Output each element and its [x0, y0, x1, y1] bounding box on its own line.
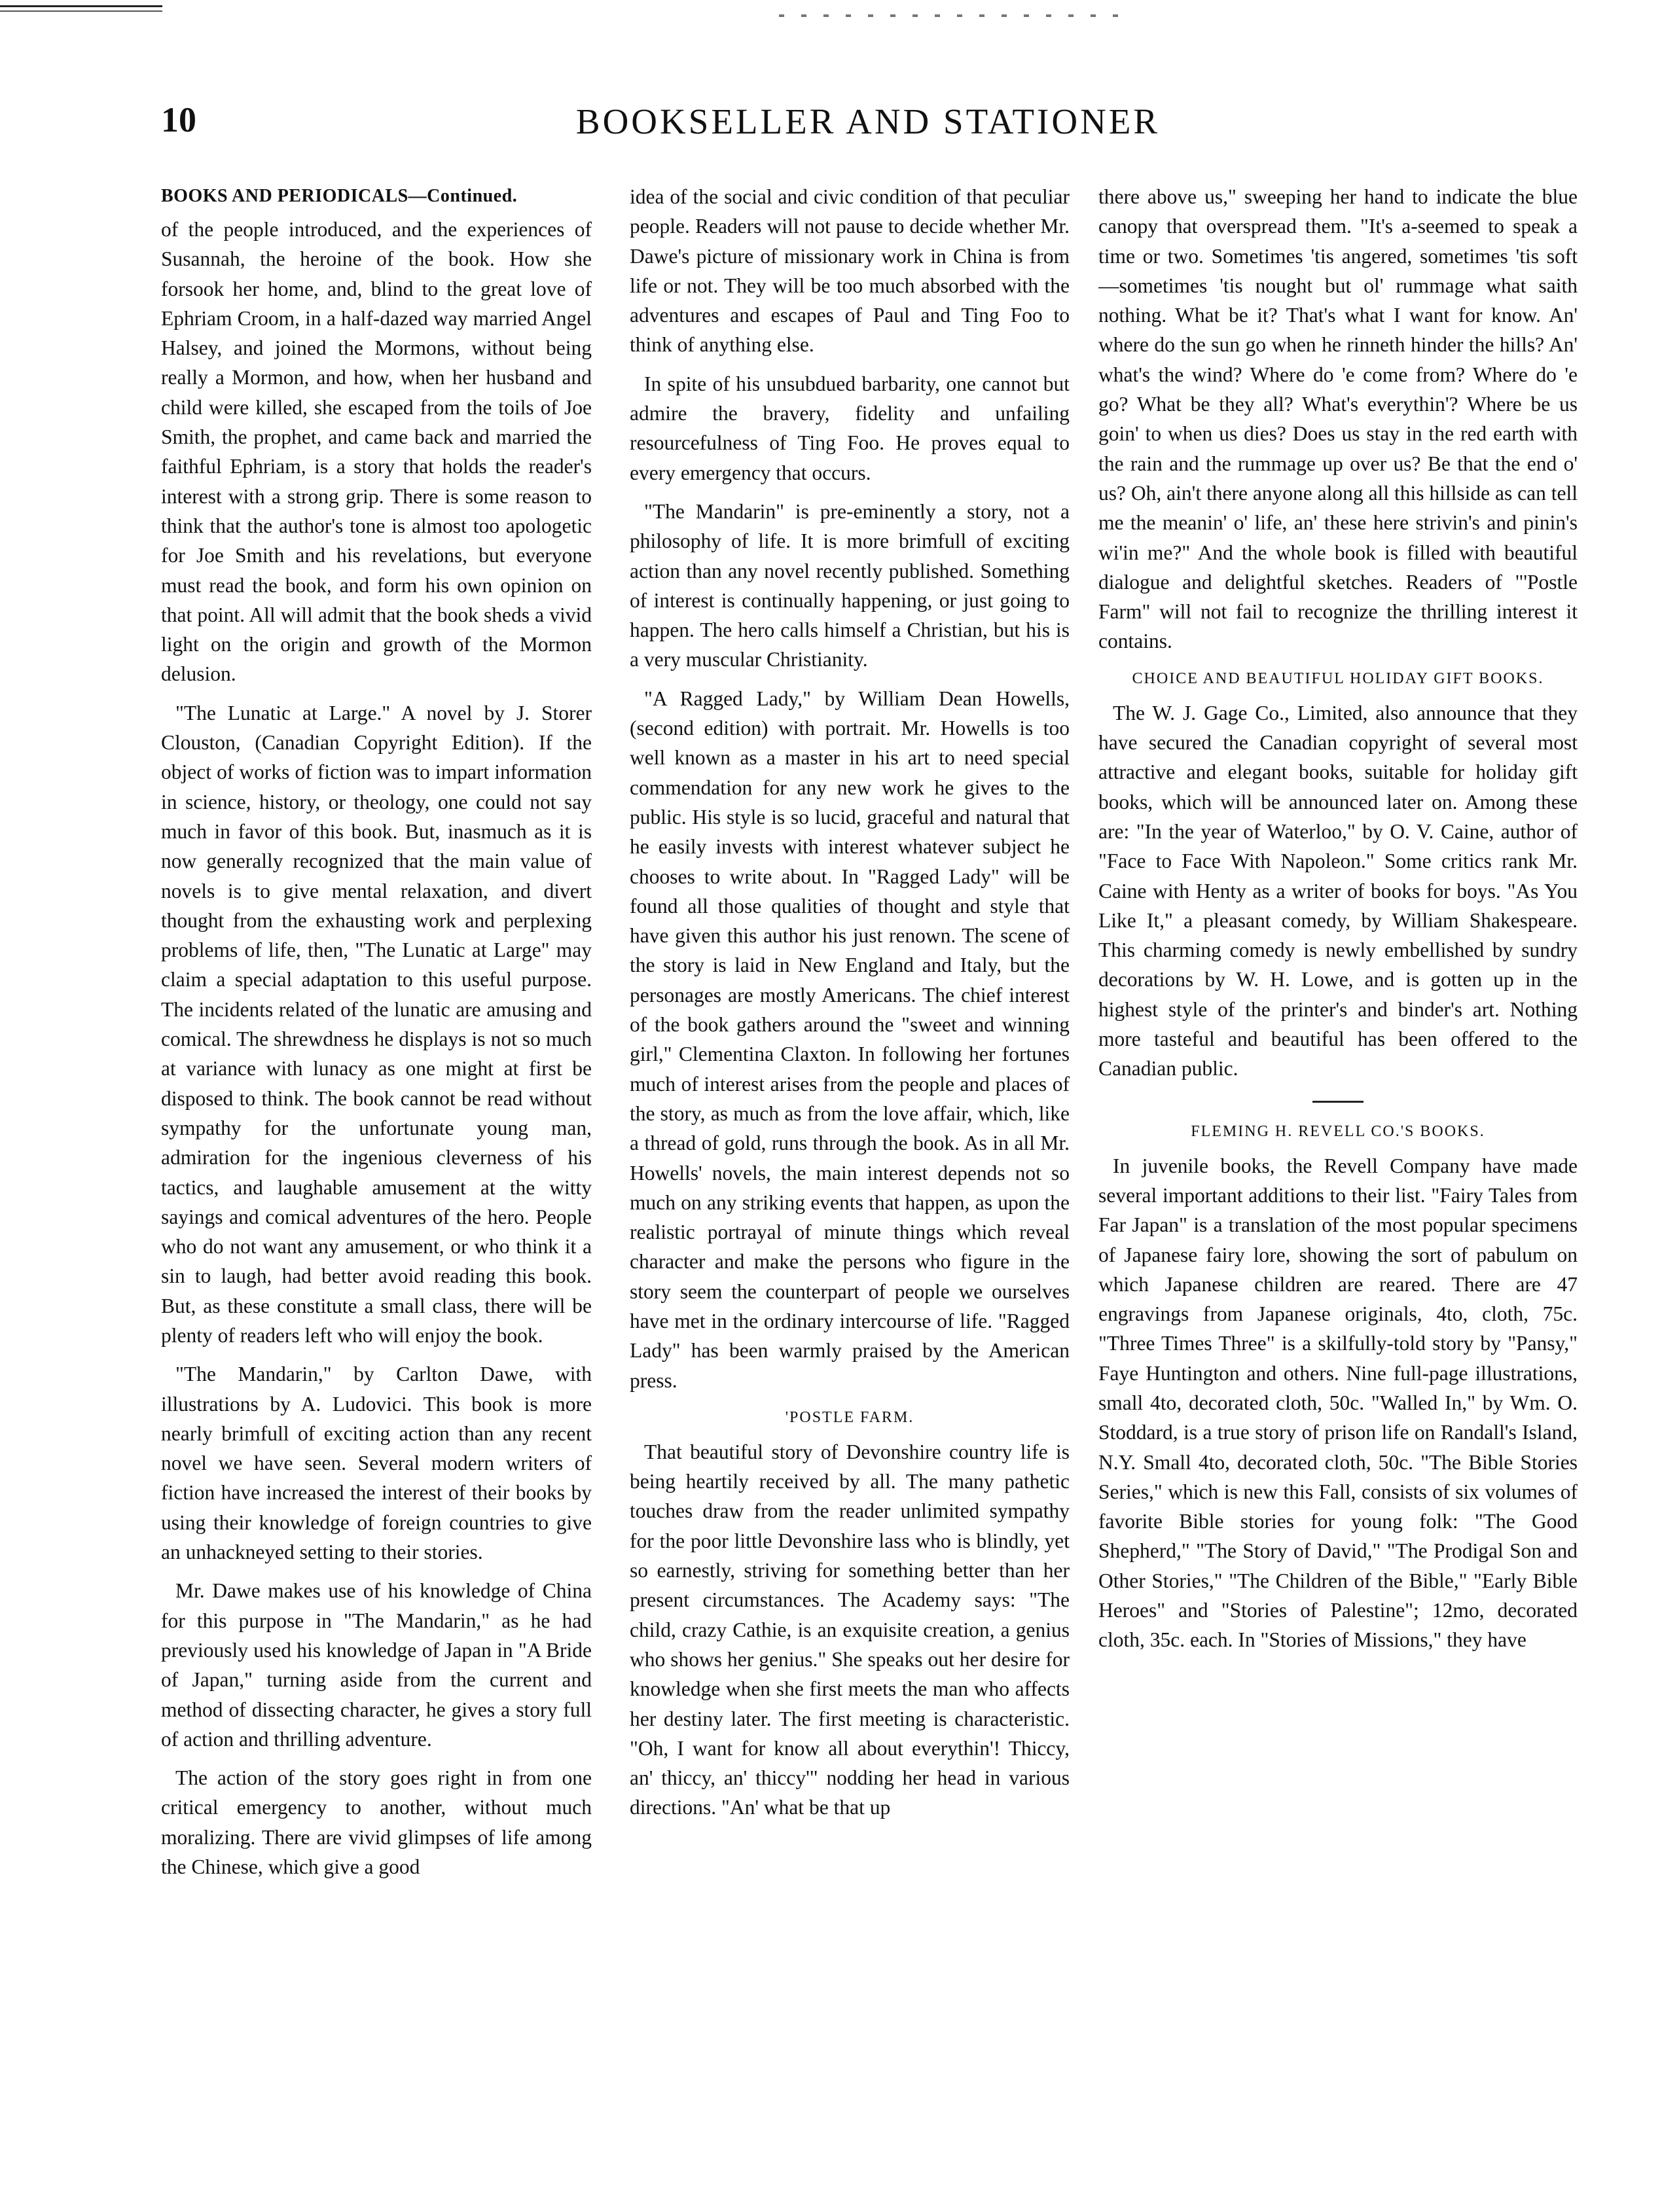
column-1 [161, 182, 592, 2185]
section-divider [1312, 1101, 1364, 1103]
paragraph: "The Lunatic at Large." A novel by J. Storer Clouston, (Canadian Copyright Edition). If the object of works of fiction was to impart information in science, history, or theology, one could not say much in favor of this book. But, inasmuch as it is now generally recognized that the main value of novels is to give mental relaxation, and divert thought from the exhausting work and perplexing problems of life, then, "The Lunatic at Large" may claim a special adaptation to this useful purpose. The incidents related of the lunatic are amusing and comical. The shrewdness he displays is not so much at variance with lunacy as one might at first be disposed to think. The book cannot be read without sympathy for the unfortunate young man, admiration for the ingenious cleverness of his tactics, and laughable amusement at the witty sayings and comical adventures of the hero. People who do not want any amusement, or who think it a sin to laugh, had better avoid reading this book. But, as these constitute a small class, there will be plenty of readers left who will enjoy the book. [161, 701, 592, 1347]
paragraph: there above us," sweeping her hand to indicate the blue canopy that overspread them. "It's a-seemed to speak a time or two. Sometimes 'tis angered, sometimes 'tis soft—sometimes 'tis nought but ol' rummage what saith nothing. What be it? That's what I want for know. An' where do the sun go when he rinneth hinder the hills? An' what's the wind? Where do 'e come from? Where do 'e go? What be they all? What's everythin'? Where be us goin' to when us dies? Does us stay in the red earth with the rain and the rummage up over us? Be that the end o' us? Oh, ain't there anyone along all this hillside as can tell me the meanin' o' life, an' these here strivin's and pinin's wi'in me?" And the whole book is filled with beautiful dialogue and delightful sketches. Readers of "'Postle Farm" will not fail to recognize the thrilling interest it contains. [1098, 185, 1578, 653]
page-number: 10 [161, 100, 196, 139]
paragraph: In juvenile books, the Revell Company have made several important additions to their list. "Fairy Tales from Far Japan" is a translation of the most popular specimens of Japanese fairy lore, showing the sort of pabulum on which Japanese children are reared. There are 47 engravings from Japanese originals, 4to, cloth, 75c. "Three Times Three" is a skilfully-told story by "Pansy," Faye Huntington and others. Nine full-page illustrations, small 4to, decorated cloth, 50c. "Walled In," by Wm. O. Stoddard, is a true story of prison life on Randall's Island, N.Y. Small 4to, decorated cloth, 50c. "The Bible Stories Series," which is new this Fall, consists of six volumes of favorite Bible stories for young folk: "The Good Shepherd," "The Story of David," "The Prodigal Son and Other Stories," "The Children of the Bible," "Early Bible Heroes" and "Stories of Palestine"; 12mo, decorated cloth, 35c. each. In "Stories of Missions," they have [1098, 1154, 1578, 1652]
paragraph: idea of the social and civic condition of that peculiar people. Readers will not pause to decide whether Mr. Dawe's picture of missionary work in China is from life or not. They will be too much absorbed with the adventures and escapes of Paul and Ting Foo to think of anything else. [630, 185, 1070, 357]
subheading-postle-farm: 'POSTLE FARM. [785, 1408, 914, 1426]
paragraph: "A Ragged Lady," by William Dean Howells, (second edition) with portrait. Mr. Howells is too well known as a master in his art to need special commendation for any new work he gives to the public. His style is so lucid, graceful and natural that he easily invests with interest whatever subject he chooses to write about. In "Ragged Lady" will be found all those qualities of thought and style that have given this author his just renown. The scene of the story is laid in New England and Italy, but the personages are mostly Americans. The chief interest of the book gathers around the "sweet and winning girl," Clementina Claxton. In following her fortunes much of interest arises from the people and places of the story, as much as from the love affair, which, like a thread of gold, runs through the book. As in all Mr. Howells' novels, the main interest depends not so much on any striking events that happen, as upon the realistic portrayal of minute things which reveal character and make the persons who figure in the story seem the counterpart of people we ourselves have met in the ordinary intercourse of life. "Ragged Lady" has been warmly praised by the American press. [630, 687, 1070, 1392]
subheading-holiday-gift-books: CHOICE AND BEAUTIFUL HOLIDAY GIFT BOOKS. [1132, 669, 1544, 687]
paragraph: The W. J. Gage Co., Limited, also announce that they have secured the Canadian copyright of several most attractive and elegant books, suitable for holiday gift books, which will be announced later on. Among these are: "In the year of Waterloo," by O. V. Caine, author of "Face to Face With Napoleon." Some critics rank Mr. Caine with Henty as a writer of books for boys. "As You Like It," a pleasant comedy, by William Shakespeare. This charming comedy is newly embellished by sundry decorations by W. H. Lowe, and is gotten up in the highest style of the printer's and binder's art. Nothing more tasteful and beautiful has been offered to the Canadian public. [1098, 701, 1578, 1080]
paragraph: That beautiful story of Devonshire country life is being heartily received by all. The many pathetic touches draw from the reader unlimited sympathy for the poor little Devonshire lass who is blindly, yet so earnestly, striving for something better than her present circumstances. The Academy says: "The child, crazy Cathie, is an exquisite creation, a genius who shows her genius." She speaks out her desire for knowledge when she first meets the man who affects her destiny later. The first meeting is characteristic. "Oh, I want for know all about everythin'! Thiccy, an' thiccy, an' thiccy'" nodding her head in various directions. "An' what be that up [630, 1440, 1070, 1819]
subheading-revell-books: FLEMING H. REVELL CO.'S BOOKS. [1191, 1122, 1485, 1140]
paragraph: In spite of his unsubdued barbarity, one cannot but admire the bravery, fidelity and unfailing resourcefulness of Ting Foo. He proves equal to every emergency that occurs. [630, 372, 1070, 484]
running-title: BOOKSELLER AND STATIONER [575, 101, 1161, 141]
top-rule [0, 5, 162, 7]
top-print-specks [779, 14, 1119, 17]
paragraph: Mr. Dawe makes use of his knowledge of China for this purpose in "The Mandarin," as he had previously used his knowledge of Japan in "A Bride of Japan," turning aside from the current and method of dissecting character, he gives a story full of action and thrilling adventure. [161, 1579, 592, 1751]
top-rule-thin [0, 10, 162, 12]
paragraph: The action of the story goes right in from one critical emergency to another, without much moralizing. There are vivid glimpses of life among the Chinese, which give a good [161, 1766, 592, 1879]
paragraph: of the people introduced, and the experiences of Susannah, the heroine of the book. How she forsook her home, and, blind to the great love of Ephriam Croom, in a half-dazed way married Angel Halsey, and joined the Mormons, without being really a Mormon, and how, when her husband and child were killed, she escaped from the toils of Joe Smith, the prophet, and came back and married the faithful Ephriam, is a story that holds the reader's interest with a strong grip. There is some reason to think that the author's tone is almost too apologetic for Joe Smith and his revelations, but everyone must read the book, and form his own opinion on that point. All will admit that the book sheds a vivid light on the origin and growth of the Mormon delusion. [161, 218, 592, 686]
paragraph: "The Mandarin" is pre-eminently a story, not a philosophy of life. It is more brimfull of exciting action than any novel recently published. Something of interest is continually happening, or just going to happen. The hero calls himself a Christian, but his is a very muscular Christianity. [630, 499, 1070, 671]
column-2 [630, 182, 1070, 2185]
section-heading: BOOKS AND PERIODICALS—Continued. [161, 186, 518, 206]
page-header [161, 99, 1575, 152]
paragraph: "The Mandarin," by Carlton Dawe, with illustrations by A. Ludovici. This book is more nearly brimfull of exciting action than any recent novel we have seen. Several modern writers of fiction have increased the interest of their books by using their knowledge of foreign countries to give an unhackneyed setting to their stories. [161, 1363, 592, 1564]
column-3 [1098, 182, 1578, 2185]
